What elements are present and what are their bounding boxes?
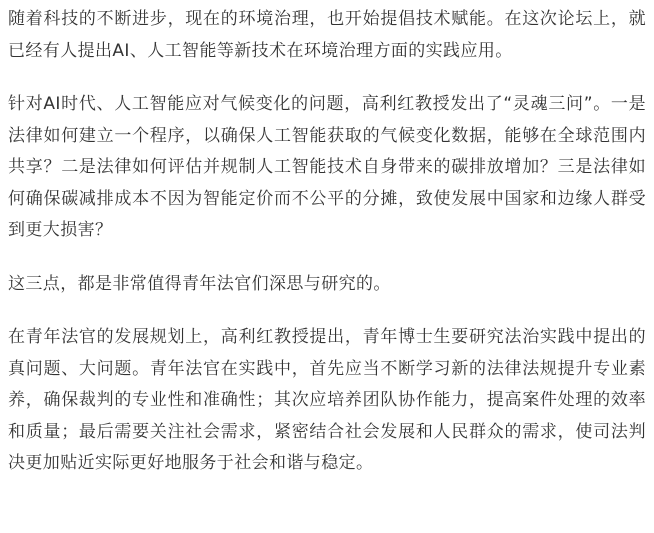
paragraph-tech-empowerment: 随着科技的不断进步，现在的环境治理，也开始提倡技术赋能。在这次论坛上，就已经有人提出AI、人工智能等新技术在环境治理方面的实践应用。	[8, 9, 646, 61]
paragraph-career-planning: 在青年法官的发展规划上，高利红教授提出，青年博士生要研究法治实践中提出的真问题、大问题。青年法官在实践中，首先应当不断学习新的法律法规提升专业素养，确保裁判的专业性和准确性；其次应培养团队协作能力，提高案件处理的效率和质量；最后需要关注社会需求，紧密结合社会发展和人民群众的需求，使司法判决更加贴近实际更好地服务于社会和谐与稳定。	[8, 327, 646, 473]
paragraph-three-questions: 针对AI时代、人工智能应对气候变化的问题，高利红教授发出了“灵魂三问”。一是法律如何建立一个程序，以确保人工智能获取的气候变化数据，能够在全球范围内共享？二是法律如何评估并规制人工智能技术自身带来的碳排放增加？三是法律如何确保碳减排成本不因为智能定价而不公平的分摊，致使发展中国家和边缘人群受到更大损害？	[8, 94, 646, 240]
paragraph-worth-study: 这三点，都是非常值得青年法官们深思与研究的。	[8, 273, 391, 294]
